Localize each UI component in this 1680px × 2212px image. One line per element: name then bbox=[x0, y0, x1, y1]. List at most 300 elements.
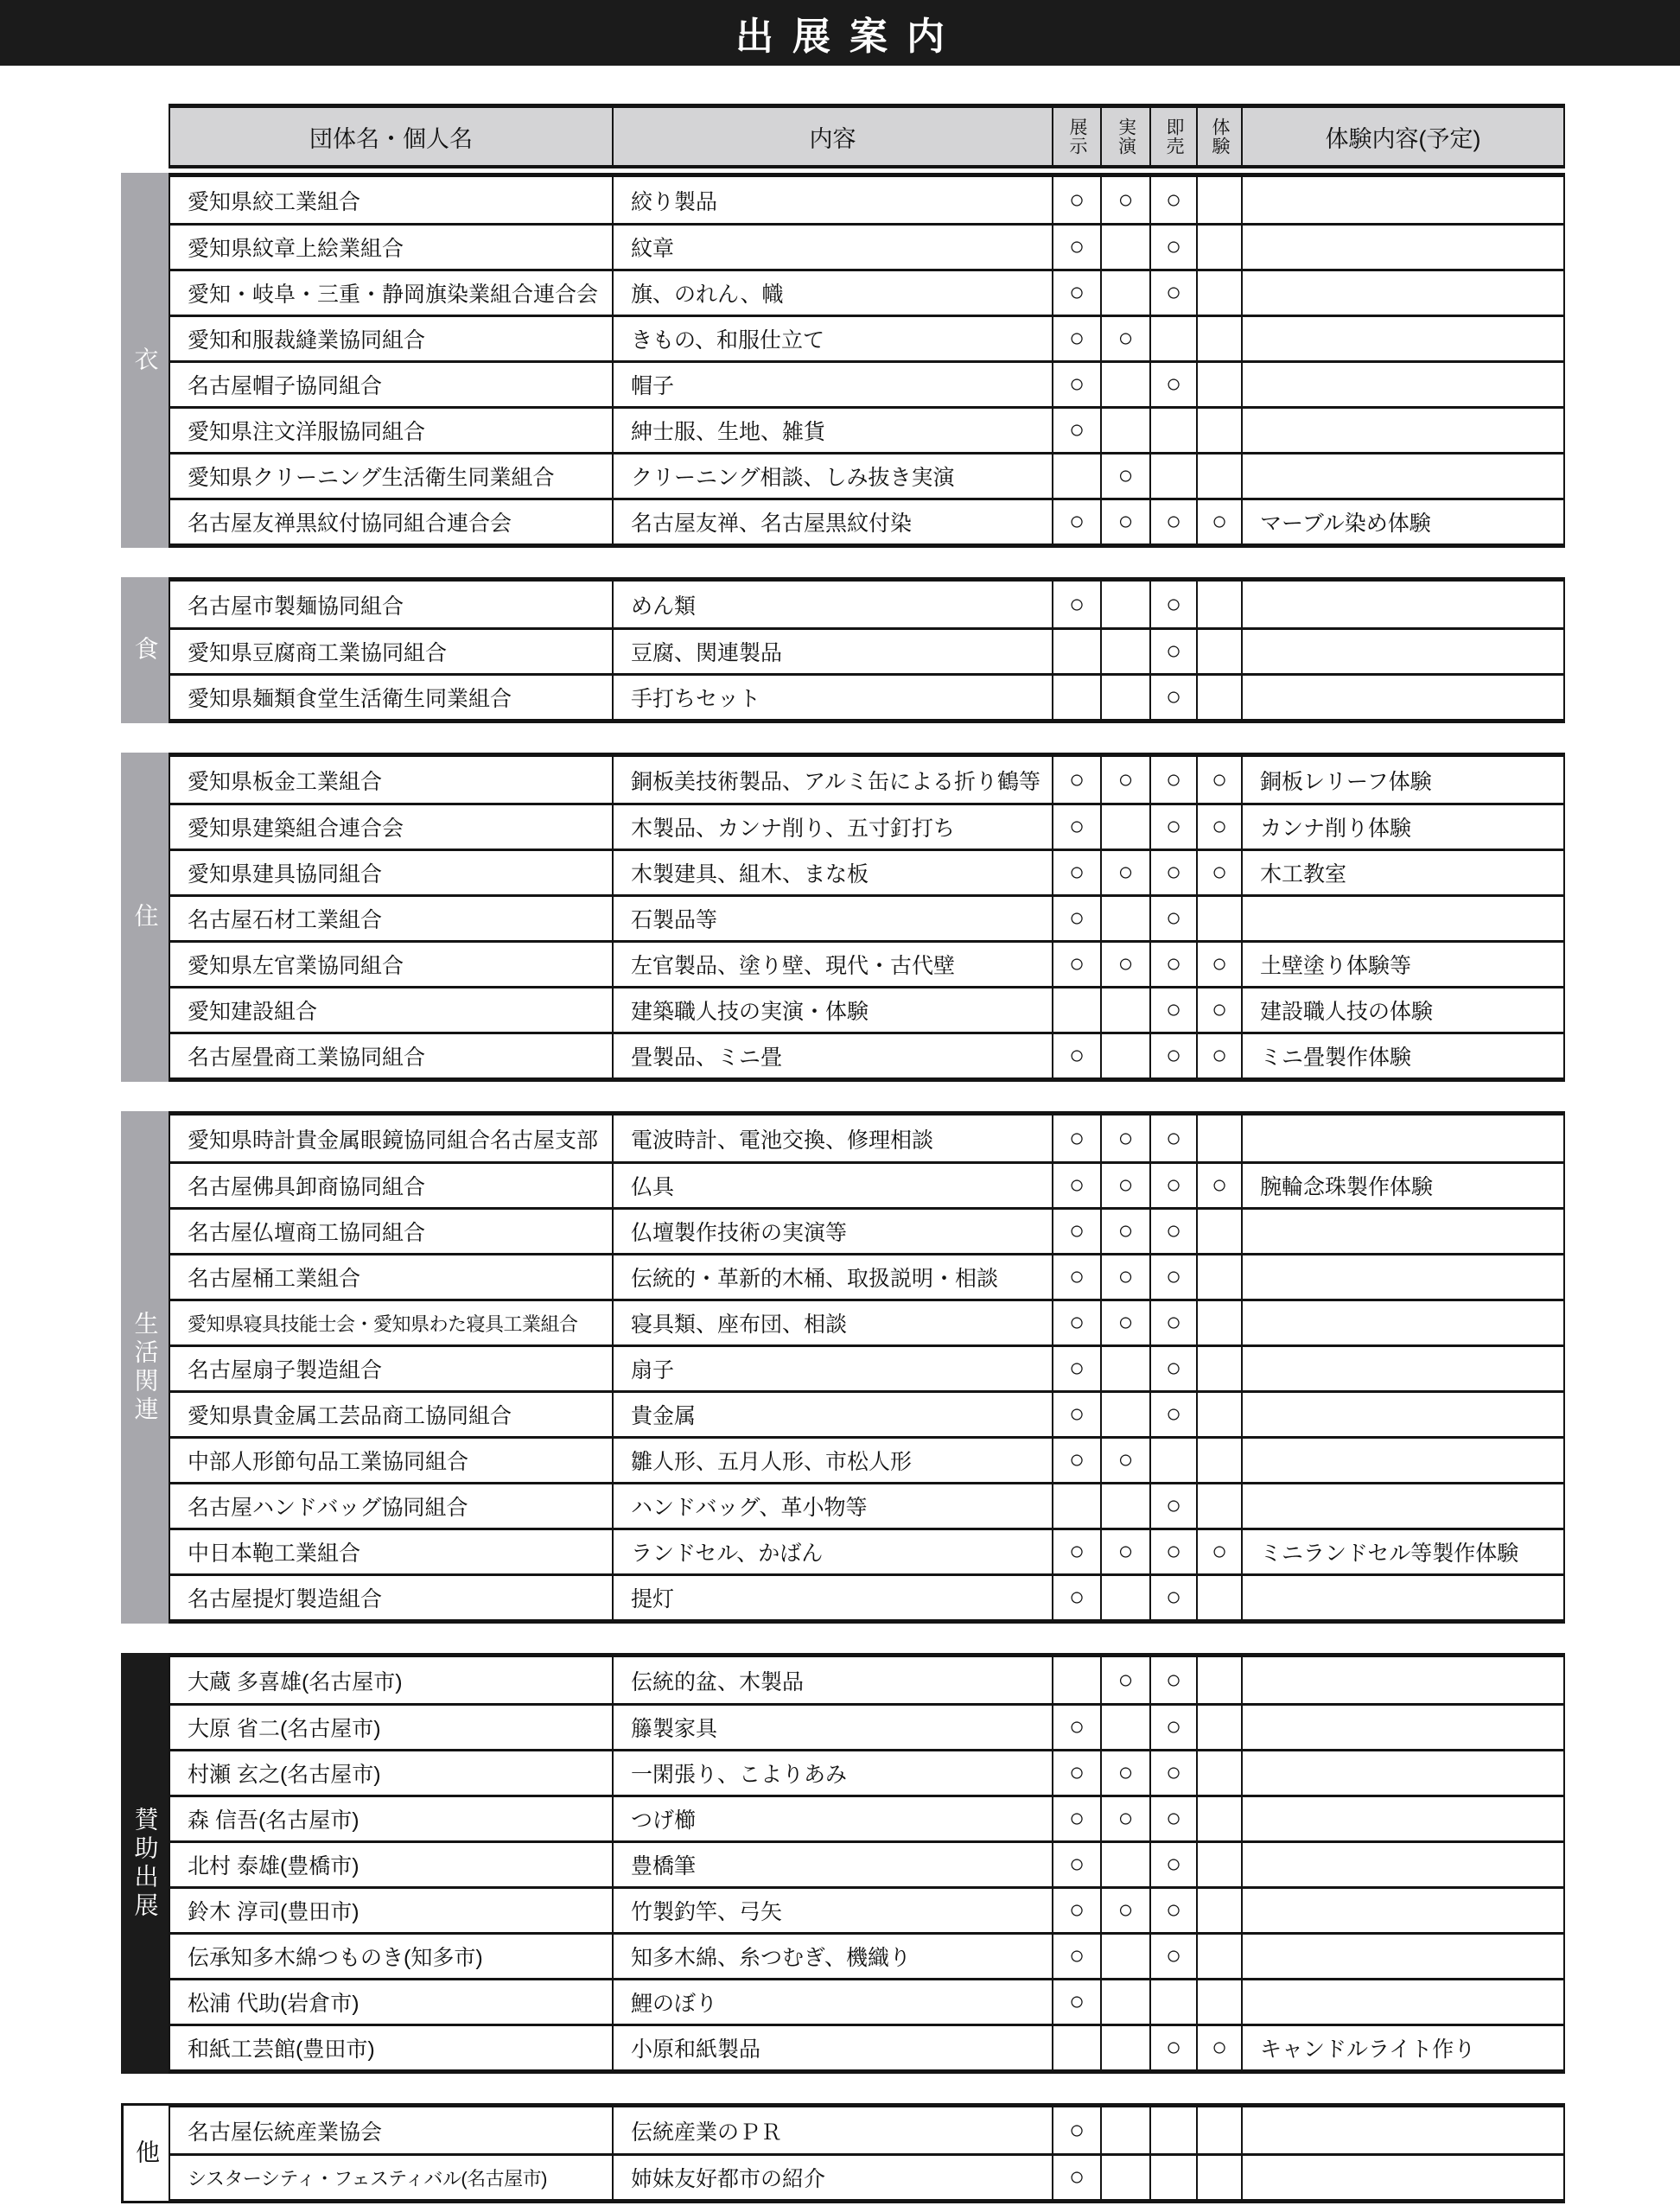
experience-detail-cell bbox=[1241, 1301, 1563, 1344]
experience-detail-cell: キャンドルライト作り bbox=[1241, 2026, 1563, 2069]
mark-exhibit-cell: ○ bbox=[1052, 1393, 1100, 1436]
table-row bbox=[170, 1116, 1563, 1161]
table-row bbox=[170, 1703, 1563, 1749]
experience-detail-cell bbox=[1241, 676, 1563, 719]
mark-hands-on-cell bbox=[1196, 409, 1241, 452]
mark-sale-cell: ○ bbox=[1149, 1164, 1196, 1207]
mark-hands-on-cell bbox=[1196, 1797, 1241, 1840]
content-cell: 畳製品、ミニ畳 bbox=[612, 1034, 1052, 1077]
org-name-cell: 鈴木 淳司(豊田市) bbox=[188, 1900, 360, 1924]
mark-demonstration-cell bbox=[1100, 1347, 1149, 1390]
org-name-cell: 愛知県寝具技能士会・愛知県わた寝具工業組合 bbox=[188, 1313, 578, 1335]
page-title: 出展案内 bbox=[735, 16, 964, 58]
header-hands-on: 体験 bbox=[1196, 108, 1241, 165]
mark-exhibit-cell: ○ bbox=[1052, 1116, 1100, 1161]
mark-exhibit-cell: ○ bbox=[1052, 409, 1100, 452]
category-text: 賛助出展 bbox=[131, 1806, 159, 1921]
section-rows bbox=[169, 577, 1565, 723]
mark-demonstration-cell bbox=[1100, 897, 1149, 940]
content-cell: 竹製釣竿、弓矢 bbox=[612, 1889, 1052, 1932]
experience-detail-cell: 建設職人技の体験 bbox=[1241, 988, 1563, 1032]
content-cell: 豆腐、関連製品 bbox=[612, 630, 1052, 673]
category-label-lifestyle bbox=[121, 1111, 169, 1624]
table-row bbox=[170, 1749, 1563, 1795]
content-cell: つげ櫛 bbox=[612, 1797, 1052, 1840]
content-cell: ハンドバッグ、革小物等 bbox=[612, 1484, 1052, 1528]
mark-sale-cell: ○ bbox=[1149, 500, 1196, 543]
table-row bbox=[170, 315, 1563, 360]
mark-hands-on-cell bbox=[1196, 1980, 1241, 2024]
mark-sale-cell bbox=[1149, 409, 1196, 452]
mark-hands-on-cell bbox=[1196, 2156, 1241, 2199]
mark-demonstration-cell: ○ bbox=[1100, 1255, 1149, 1299]
mark-hands-on-cell: ○ bbox=[1196, 851, 1241, 894]
table-row bbox=[170, 582, 1563, 627]
mark-demonstration-cell: ○ bbox=[1100, 1751, 1149, 1795]
content-cell: 石製品等 bbox=[612, 897, 1052, 940]
experience-detail-cell bbox=[1241, 1706, 1563, 1749]
mark-sale-cell: ○ bbox=[1149, 1889, 1196, 1932]
mark-hands-on-cell bbox=[1196, 1393, 1241, 1436]
mark-hands-on-cell bbox=[1196, 1255, 1241, 1299]
mark-exhibit-cell: ○ bbox=[1052, 1843, 1100, 1886]
experience-detail-cell: ミニ畳製作体験 bbox=[1241, 1034, 1563, 1077]
mark-exhibit-cell: ○ bbox=[1052, 500, 1100, 543]
mark-hands-on-cell bbox=[1196, 271, 1241, 315]
mark-demonstration-cell: ○ bbox=[1100, 943, 1149, 986]
mark-demonstration-cell bbox=[1100, 1576, 1149, 1619]
org-name-cell: 名古屋石材工業組合 bbox=[188, 908, 383, 932]
org-name-cell: 愛知県絞工業組合 bbox=[188, 189, 361, 214]
table-row bbox=[170, 1795, 1563, 1840]
mark-hands-on-cell bbox=[1196, 177, 1241, 223]
mark-sale-cell bbox=[1149, 1439, 1196, 1482]
mark-demonstration-cell bbox=[1100, 2156, 1149, 2199]
org-name-cell: 名古屋友禅黒紋付協同組合連合会 bbox=[188, 512, 512, 536]
section-supporting-exhibitors bbox=[121, 1653, 1569, 2074]
mark-exhibit-cell: ○ bbox=[1052, 1706, 1100, 1749]
org-name-cell: 森 信吾(名古屋市) bbox=[188, 1808, 360, 1833]
mark-hands-on-cell bbox=[1196, 1751, 1241, 1795]
org-name-cell: 愛知県板金工業組合 bbox=[188, 769, 383, 794]
mark-hands-on-cell bbox=[1196, 1116, 1241, 1161]
org-name-cell: 愛知県豆腐商工業協同組合 bbox=[188, 641, 448, 665]
mark-demonstration-cell: ○ bbox=[1100, 317, 1149, 360]
mark-sale-cell: ○ bbox=[1149, 226, 1196, 269]
mark-exhibit-cell bbox=[1052, 1657, 1100, 1703]
experience-detail-cell bbox=[1241, 582, 1563, 627]
table-row bbox=[170, 1528, 1563, 1573]
mark-sale-cell: ○ bbox=[1149, 1255, 1196, 1299]
experience-detail-cell bbox=[1241, 1935, 1563, 1978]
experience-detail-cell bbox=[1241, 454, 1563, 498]
mark-demonstration-cell bbox=[1100, 988, 1149, 1032]
mark-sale-cell: ○ bbox=[1149, 757, 1196, 803]
content-cell: 籐製家具 bbox=[612, 1706, 1052, 1749]
table-row bbox=[170, 894, 1563, 940]
mark-sale-cell: ○ bbox=[1149, 582, 1196, 627]
table-row bbox=[170, 1207, 1563, 1253]
mark-demonstration-cell: ○ bbox=[1100, 1530, 1149, 1573]
mark-hands-on-cell bbox=[1196, 2107, 1241, 2153]
mark-hands-on-cell bbox=[1196, 454, 1241, 498]
table-row bbox=[170, 803, 1563, 849]
mark-demonstration-cell: ○ bbox=[1100, 757, 1149, 803]
mark-sale-cell: ○ bbox=[1149, 988, 1196, 1032]
org-name-cell: 大原 省二(名古屋市) bbox=[188, 1717, 381, 1741]
mark-demonstration-cell bbox=[1100, 1980, 1149, 2024]
mark-sale-cell: ○ bbox=[1149, 1576, 1196, 1619]
experience-detail-cell: ミニランドセル等製作体験 bbox=[1241, 1530, 1563, 1573]
experience-detail-cell bbox=[1241, 1980, 1563, 2024]
mark-demonstration-cell bbox=[1100, 630, 1149, 673]
mark-sale-cell: ○ bbox=[1149, 271, 1196, 315]
mark-exhibit-cell: ○ bbox=[1052, 1301, 1100, 1344]
experience-detail-cell bbox=[1241, 1889, 1563, 1932]
content-cell: きもの、和服仕立て bbox=[612, 317, 1052, 360]
experience-detail-cell bbox=[1241, 2156, 1563, 2199]
content-cell: 雛人形、五月人形、市松人形 bbox=[612, 1439, 1052, 1482]
mark-exhibit-cell: ○ bbox=[1052, 757, 1100, 803]
table-row bbox=[170, 986, 1563, 1032]
mark-demonstration-cell bbox=[1100, 226, 1149, 269]
org-name-cell: 名古屋扇子製造組合 bbox=[188, 1358, 383, 1382]
mark-sale-cell: ○ bbox=[1149, 2026, 1196, 2069]
table-row bbox=[170, 1932, 1563, 1978]
header-sale: 即売 bbox=[1149, 108, 1196, 165]
mark-exhibit-cell: ○ bbox=[1052, 805, 1100, 849]
experience-detail-cell bbox=[1241, 1255, 1563, 1299]
category-text: 住 bbox=[131, 903, 159, 931]
experience-detail-cell: マーブル染め体験 bbox=[1241, 500, 1563, 543]
mark-demonstration-cell bbox=[1100, 363, 1149, 406]
mark-sale-cell: ○ bbox=[1149, 1657, 1196, 1703]
org-name-cell: 中日本鞄工業組合 bbox=[188, 1541, 361, 1566]
mark-sale-cell: ○ bbox=[1149, 676, 1196, 719]
mark-demonstration-cell: ○ bbox=[1100, 454, 1149, 498]
category-text: 食 bbox=[131, 636, 159, 664]
mark-exhibit-cell: ○ bbox=[1052, 851, 1100, 894]
org-name-cell: 愛知和服裁縫業協同組合 bbox=[188, 328, 426, 353]
mark-demonstration-cell: ○ bbox=[1100, 1116, 1149, 1161]
table-header-row bbox=[169, 104, 1565, 168]
section-food bbox=[121, 577, 1569, 723]
table-row bbox=[170, 1390, 1563, 1436]
mark-demonstration-cell bbox=[1100, 2026, 1149, 2069]
table-row bbox=[170, 849, 1563, 894]
experience-detail-cell bbox=[1241, 317, 1563, 360]
header-content: 内容 bbox=[612, 108, 1052, 165]
org-name-cell: 名古屋桶工業組合 bbox=[188, 1267, 361, 1291]
mark-exhibit-cell: ○ bbox=[1052, 1210, 1100, 1253]
table-row bbox=[170, 1886, 1563, 1932]
content-cell: 左官製品、塗り壁、現代・古代壁 bbox=[612, 943, 1052, 986]
mark-demonstration-cell: ○ bbox=[1100, 1439, 1149, 1482]
org-name-cell: 名古屋畳商工業協同組合 bbox=[188, 1046, 426, 1070]
mark-hands-on-cell bbox=[1196, 1889, 1241, 1932]
mark-sale-cell bbox=[1149, 2107, 1196, 2153]
table-row bbox=[170, 1436, 1563, 1482]
table-row bbox=[170, 223, 1563, 269]
experience-detail-cell bbox=[1241, 226, 1563, 269]
mark-demonstration-cell: ○ bbox=[1100, 1657, 1149, 1703]
org-name-cell: 愛知県麺類食堂生活衛生同業組合 bbox=[188, 687, 512, 711]
content-cell: 銅板美技術製品、アルミ缶による折り鶴等 bbox=[612, 757, 1052, 803]
mark-hands-on-cell bbox=[1196, 1657, 1241, 1703]
table-row bbox=[170, 269, 1563, 315]
mark-exhibit-cell: ○ bbox=[1052, 1797, 1100, 1840]
org-name-cell: 中部人形節句品工業協同組合 bbox=[188, 1450, 469, 1474]
category-text: 他 bbox=[133, 2139, 160, 2168]
org-name-cell: 名古屋提灯製造組合 bbox=[188, 1587, 383, 1611]
mark-demonstration-cell: ○ bbox=[1100, 851, 1149, 894]
mark-exhibit-cell: ○ bbox=[1052, 271, 1100, 315]
mark-demonstration-cell: ○ bbox=[1100, 177, 1149, 223]
mark-hands-on-cell bbox=[1196, 363, 1241, 406]
mark-demonstration-cell: ○ bbox=[1100, 1889, 1149, 1932]
table-row bbox=[170, 1344, 1563, 1390]
table-row bbox=[170, 2153, 1563, 2199]
org-name-cell: 愛知県クリーニング生活衛生同業組合 bbox=[188, 466, 555, 490]
mark-demonstration-cell bbox=[1100, 1843, 1149, 1886]
content-cell: ランドセル、かばん bbox=[612, 1530, 1052, 1573]
table-row bbox=[170, 360, 1563, 406]
content-cell: 伝統的盆、木製品 bbox=[612, 1657, 1052, 1703]
table-row bbox=[170, 1573, 1563, 1619]
mark-hands-on-cell bbox=[1196, 582, 1241, 627]
section-clothing bbox=[121, 173, 1569, 548]
mark-exhibit-cell bbox=[1052, 1484, 1100, 1528]
table-row bbox=[170, 627, 1563, 673]
org-name-cell: 愛知県左官業協同組合 bbox=[188, 954, 404, 978]
mark-sale-cell: ○ bbox=[1149, 1751, 1196, 1795]
mark-sale-cell: ○ bbox=[1149, 1393, 1196, 1436]
mark-sale-cell bbox=[1149, 2156, 1196, 2199]
mark-exhibit-cell: ○ bbox=[1052, 1935, 1100, 1978]
org-name-cell: 愛知県時計貴金属眼鏡協同組合名古屋支部 bbox=[188, 1128, 599, 1153]
org-name-cell: 伝承知多木綿つものき(知多市) bbox=[188, 1946, 483, 1970]
mark-sale-cell: ○ bbox=[1149, 1797, 1196, 1840]
experience-detail-cell bbox=[1241, 363, 1563, 406]
experience-detail-cell bbox=[1241, 1439, 1563, 1482]
content-cell: 手打ちセット bbox=[612, 676, 1052, 719]
table-row bbox=[170, 2107, 1563, 2153]
table-row bbox=[170, 673, 1563, 719]
content-cell: 帽子 bbox=[612, 363, 1052, 406]
mark-exhibit-cell: ○ bbox=[1052, 1530, 1100, 1573]
mark-sale-cell: ○ bbox=[1149, 805, 1196, 849]
mark-demonstration-cell bbox=[1100, 1706, 1149, 1749]
mark-hands-on-cell: ○ bbox=[1196, 500, 1241, 543]
experience-detail-cell bbox=[1241, 1484, 1563, 1528]
experience-detail-cell bbox=[1241, 630, 1563, 673]
content-cell: 絞り製品 bbox=[612, 177, 1052, 223]
mark-hands-on-cell: ○ bbox=[1196, 2026, 1241, 2069]
table-row bbox=[170, 1840, 1563, 1886]
category-label-other bbox=[121, 2103, 169, 2203]
mark-demonstration-cell: ○ bbox=[1100, 1301, 1149, 1344]
experience-detail-cell bbox=[1241, 1347, 1563, 1390]
mark-demonstration-cell bbox=[1100, 582, 1149, 627]
mark-sale-cell: ○ bbox=[1149, 1034, 1196, 1077]
mark-exhibit-cell: ○ bbox=[1052, 317, 1100, 360]
mark-sale-cell: ○ bbox=[1149, 1210, 1196, 1253]
content-cell: 木製品、カンナ削り、五寸釘打ち bbox=[612, 805, 1052, 849]
mark-exhibit-cell: ○ bbox=[1052, 2156, 1100, 2199]
mark-sale-cell: ○ bbox=[1149, 1347, 1196, 1390]
org-name-cell: 名古屋ハンドバッグ協同組合 bbox=[188, 1496, 468, 1520]
table-row bbox=[170, 757, 1563, 803]
mark-exhibit-cell bbox=[1052, 2026, 1100, 2069]
mark-sale-cell: ○ bbox=[1149, 1301, 1196, 1344]
mark-sale-cell: ○ bbox=[1149, 630, 1196, 673]
experience-detail-cell bbox=[1241, 1393, 1563, 1436]
mark-hands-on-cell bbox=[1196, 1843, 1241, 1886]
content-cell: 小原和紙製品 bbox=[612, 2026, 1052, 2069]
experience-detail-cell: 木工教室 bbox=[1241, 851, 1563, 894]
org-name-cell: 愛知建設組合 bbox=[188, 1000, 318, 1024]
content-cell: 仏壇製作技術の実演等 bbox=[612, 1210, 1052, 1253]
mark-exhibit-cell: ○ bbox=[1052, 177, 1100, 223]
experience-detail-cell bbox=[1241, 1576, 1563, 1619]
mark-demonstration-cell bbox=[1100, 271, 1149, 315]
content-cell: 紳士服、生地、雑貨 bbox=[612, 409, 1052, 452]
mark-hands-on-cell bbox=[1196, 630, 1241, 673]
header-exhibit: 展示 bbox=[1052, 108, 1100, 165]
mark-demonstration-cell bbox=[1100, 1484, 1149, 1528]
content-cell: 豊橋筆 bbox=[612, 1843, 1052, 1886]
mark-sale-cell: ○ bbox=[1149, 1484, 1196, 1528]
mark-sale-cell bbox=[1149, 454, 1196, 498]
mark-sale-cell: ○ bbox=[1149, 943, 1196, 986]
mark-demonstration-cell: ○ bbox=[1100, 1164, 1149, 1207]
mark-exhibit-cell: ○ bbox=[1052, 1980, 1100, 2024]
exhibitor-table bbox=[121, 104, 1569, 2203]
mark-demonstration-cell bbox=[1100, 1935, 1149, 1978]
mark-hands-on-cell: ○ bbox=[1196, 1164, 1241, 1207]
content-cell: 木製建具、組木、まな板 bbox=[612, 851, 1052, 894]
org-name-cell: 北村 泰雄(豊橋市) bbox=[188, 1854, 360, 1878]
header-org-name: 団体名・個人名 bbox=[309, 125, 473, 152]
org-name-cell: 愛知県建具協同組合 bbox=[188, 862, 383, 887]
header-demonstration: 実演 bbox=[1100, 108, 1149, 165]
mark-hands-on-cell bbox=[1196, 1576, 1241, 1619]
experience-detail-cell bbox=[1241, 409, 1563, 452]
mark-demonstration-cell bbox=[1100, 676, 1149, 719]
table-row bbox=[170, 1657, 1563, 1703]
content-cell: 知多木綿、糸つむぎ、機織り bbox=[612, 1935, 1052, 1978]
page-title-bar bbox=[0, 0, 1680, 66]
mark-exhibit-cell: ○ bbox=[1052, 1439, 1100, 1482]
mark-demonstration-cell bbox=[1100, 1034, 1149, 1077]
org-name-cell: 愛知県建築組合連合会 bbox=[188, 817, 404, 841]
content-cell: 伝統産業のＰＲ bbox=[612, 2107, 1052, 2153]
section-rows bbox=[169, 2103, 1565, 2203]
mark-demonstration-cell bbox=[1100, 409, 1149, 452]
mark-exhibit-cell bbox=[1052, 676, 1100, 719]
mark-sale-cell: ○ bbox=[1149, 851, 1196, 894]
mark-hands-on-cell: ○ bbox=[1196, 1530, 1241, 1573]
org-name-cell: 松浦 代助(岩倉市) bbox=[188, 1992, 360, 2016]
experience-detail-cell bbox=[1241, 1210, 1563, 1253]
mark-hands-on-cell: ○ bbox=[1196, 988, 1241, 1032]
category-label-food bbox=[121, 577, 169, 723]
mark-exhibit-cell: ○ bbox=[1052, 897, 1100, 940]
content-cell: 仏具 bbox=[612, 1164, 1052, 1207]
mark-exhibit-cell: ○ bbox=[1052, 2107, 1100, 2153]
section-other bbox=[121, 2103, 1569, 2203]
mark-sale-cell bbox=[1149, 1980, 1196, 2024]
table-row bbox=[170, 1482, 1563, 1528]
category-text: 衣 bbox=[131, 346, 159, 375]
content-cell: めん類 bbox=[612, 582, 1052, 627]
content-cell: 紋章 bbox=[612, 226, 1052, 269]
mark-hands-on-cell bbox=[1196, 1706, 1241, 1749]
mark-sale-cell: ○ bbox=[1149, 363, 1196, 406]
experience-detail-cell bbox=[1241, 1657, 1563, 1703]
mark-exhibit-cell: ○ bbox=[1052, 1751, 1100, 1795]
table-row bbox=[170, 452, 1563, 498]
mark-demonstration-cell bbox=[1100, 1393, 1149, 1436]
mark-hands-on-cell: ○ bbox=[1196, 1034, 1241, 1077]
mark-demonstration-cell bbox=[1100, 805, 1149, 849]
mark-hands-on-cell bbox=[1196, 897, 1241, 940]
experience-detail-cell bbox=[1241, 897, 1563, 940]
content-cell: 旗、のれん、幟 bbox=[612, 271, 1052, 315]
org-name-cell: 名古屋帽子協同組合 bbox=[188, 374, 383, 398]
org-name-cell: シスターシティ・フェスティバル(名古屋市) bbox=[188, 2167, 547, 2190]
mark-hands-on-cell bbox=[1196, 676, 1241, 719]
header-experience-detail: 体験内容(予定) bbox=[1241, 108, 1563, 165]
section-rows bbox=[169, 173, 1565, 548]
mark-sale-cell: ○ bbox=[1149, 1706, 1196, 1749]
table-row bbox=[170, 177, 1563, 223]
table-row bbox=[170, 498, 1563, 543]
mark-hands-on-cell bbox=[1196, 1439, 1241, 1482]
content-cell: 鯉のぼり bbox=[612, 1980, 1052, 2024]
content-cell: 建築職人技の実演・体験 bbox=[612, 988, 1052, 1032]
experience-detail-cell bbox=[1241, 1797, 1563, 1840]
mark-exhibit-cell: ○ bbox=[1052, 1255, 1100, 1299]
section-rows bbox=[169, 1653, 1565, 2074]
mark-sale-cell: ○ bbox=[1149, 1935, 1196, 1978]
org-name-cell: 名古屋仏壇商工協同組合 bbox=[188, 1221, 426, 1245]
experience-detail-cell bbox=[1241, 177, 1563, 223]
table-row bbox=[170, 406, 1563, 452]
experience-detail-cell bbox=[1241, 1843, 1563, 1886]
experience-detail-cell: カンナ削り体験 bbox=[1241, 805, 1563, 849]
experience-detail-cell bbox=[1241, 2107, 1563, 2153]
content-cell: 貴金属 bbox=[612, 1393, 1052, 1436]
mark-exhibit-cell bbox=[1052, 454, 1100, 498]
mark-hands-on-cell bbox=[1196, 1935, 1241, 1978]
section-rows bbox=[169, 753, 1565, 1082]
org-name-cell: 名古屋市製麺協同組合 bbox=[188, 594, 404, 619]
category-text: 生活関連 bbox=[131, 1310, 159, 1425]
org-name-cell: 名古屋佛具卸商協同組合 bbox=[188, 1175, 426, 1199]
mark-exhibit-cell: ○ bbox=[1052, 1347, 1100, 1390]
content-cell: 伝統的・革新的木桶、取扱説明・相談 bbox=[612, 1255, 1052, 1299]
org-name-cell: 和紙工芸館(豊田市) bbox=[188, 2037, 375, 2062]
mark-hands-on-cell bbox=[1196, 1210, 1241, 1253]
mark-exhibit-cell: ○ bbox=[1052, 1889, 1100, 1932]
table-row bbox=[170, 1032, 1563, 1077]
org-name-cell: 愛知県注文洋服協同組合 bbox=[188, 420, 426, 444]
content-cell: 扇子 bbox=[612, 1347, 1052, 1390]
mark-sale-cell bbox=[1149, 317, 1196, 360]
table-row bbox=[170, 1978, 1563, 2024]
mark-hands-on-cell bbox=[1196, 1301, 1241, 1344]
